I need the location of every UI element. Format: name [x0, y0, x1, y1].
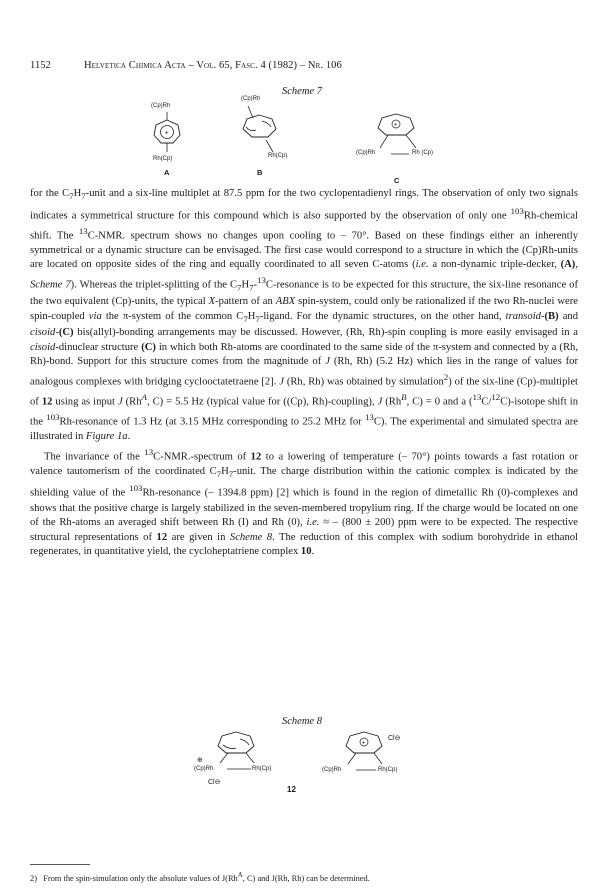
- compound-number: 12: [287, 785, 296, 794]
- body-text: [30, 187, 578, 560]
- structure-c: [356, 104, 470, 186]
- footnote-text: From the spin-simulation only the absolute values of $J(Rh^A$, C) and J(Rh, Rh) can be determined.: [43, 871, 370, 883]
- scheme-8-right-structure: [318, 726, 428, 788]
- structure-b: [228, 96, 338, 186]
- scheme-8-left-anion: Cl⊖: [208, 779, 221, 786]
- paragraph-1: for the $C_7H_7$-unit and a six-line multiplet at 87.5 ppm for the two cyclopentadienyl rings. The observation of only two signals indicates a symmetrical structure for this compound which is also supported by the observation of only one $^{103}$Rh-chemical shift. The $^{13}$C-NMR. spectrum shows no changes upon cooling to – 70°. Based on these findings either an inherently symmetrical or a dynamic structure can be envisaged. The first case would correspond to a structure in which the (Cp)Rh-units are located on opposite sides of the ring and equally coordinated to all seven C-atoms (i.e. a non-dynamic triple-decker, (A), Scheme 7). Whereas the triplet-splitting of the $C_7H_7-^{13}C$-resonance is to be expected for this structure, the six-line resonance of the two equivalent (Cp)-units, the typical X-pattern of an ABX spin-system, could only be rationalized if the two Rh-nuclei were spin-coupled via the π-system of the common $C_7H_7$-ligand. For the dynamic structures, on the other hand, transoid-(B) and cisoid-(C) bis(allyl)-bonding arrangements may be discussed. However, (Rh, Rh)-spin coupling is more easily envisaged in a cisoid-dinuclear structure (C) in which both Rh-atoms are coordinated to the same side of the π-system and connected by a (Rh, Rh)-bond. Support for this structure comes from the magnitude of J (Rh, Rh) (5.2 Hz) which lies in the range of values for analogous complexes with bridging cyclooctatetraene [2]. J (Rh, Rh) was obtained by simulation$^2$) of the six-line (Cp)-multiplet of 12 using as input J ($Rh^A$, C) = 5.5 Hz (typical value for ((Cp), Rh)-coupling), J ($Rh^B$, C) = 0 and a ($^{13}$C/$^{12}$C)-isotope shift in the $^{103}$Rh-resonance of 1.3 Hz (at 3.15 MHz corresponding to 25.2 MHz for $^{13}$C). The experimental and simulated spectra are illustrated in Figure 1a.: [30, 188, 578, 443]
- structure-b-right-label: Rh(Cp): [268, 153, 288, 159]
- structure-c-left-label: (Cp)Rh: [356, 150, 376, 156]
- page-number: 1152: [30, 60, 52, 71]
- scheme-8-right-left-label: (Cp)Rh: [322, 767, 342, 773]
- scheme-8: [0, 716, 604, 727]
- structure-a-letter: A: [164, 168, 170, 177]
- footnote: [30, 870, 590, 884]
- svg-text:+: +: [164, 130, 169, 137]
- scheme-8-left-charge: ⊕: [197, 757, 203, 764]
- scheme-8-title: Scheme 8: [282, 716, 322, 727]
- scheme-8-right-anion: Cl⊖: [388, 735, 401, 742]
- scheme-8-right-right-label: Rh(Cp): [378, 767, 398, 773]
- scheme-8-left-right-label: Rh(Cp): [252, 766, 272, 772]
- scheme-8-left-left-label: (Cp)Rh: [194, 766, 214, 772]
- footnote-marker: 2): [30, 873, 37, 883]
- svg-text:+: +: [393, 122, 398, 129]
- structure-b-top-label: (Cp)Rh: [241, 96, 261, 102]
- structure-c-letter: C: [394, 176, 400, 185]
- structure-a-drawing: [140, 100, 220, 180]
- svg-text:+: +: [361, 740, 366, 747]
- scheme-8-right-drawing: [318, 726, 428, 788]
- journal-reference: Helvetica Chimica Acta – Vol. 65, Fasc. 4 (1982) – Nr. 106: [84, 60, 342, 71]
- scheme-7-title: Scheme 7: [282, 86, 322, 97]
- paragraph-2: The invariance of the $^{13}$C-NMR.-spectrum of 12 to a lowering of temperature (– 70°) points towards a fast rotation or valence tautomerism of the coordinated $C_7H_7$-unit. The charge distribution within the cationic complex is indicated by the shielding value of the $^{103}$Rh-resonance (– 1394.8 ppm) [2] which is found in the region of dimetallic Rh (0)-complexes and shows that the positive charge is largely stabilized in the seven-membered tropylium ring. If the charge would be located on one of the Rh-atoms an averaged shift between Rh (I) and Rh (0), i.e. ≈ – (800 ± 200) ppm were to be expected. The respective structural representations of 12 are given in Scheme 8. The reduction of this complex with sodium borohydride in ethanol regenerates, in quantitative yield, the cycloheptatriene complex 10.: [30, 446, 579, 558]
- structure-a: [140, 100, 220, 180]
- structure-b-letter: B: [257, 168, 263, 177]
- structure-c-drawing: [360, 104, 470, 186]
- running-head: [30, 60, 578, 74]
- structure-b-drawing: [228, 96, 338, 186]
- structure-c-right-label: Rh (Cp): [412, 150, 434, 156]
- structure-a-top-label: (Cp)Rh: [151, 103, 171, 109]
- footnote-rule: [30, 864, 90, 865]
- structure-a-bottom-label: Rh(Cp): [153, 156, 173, 162]
